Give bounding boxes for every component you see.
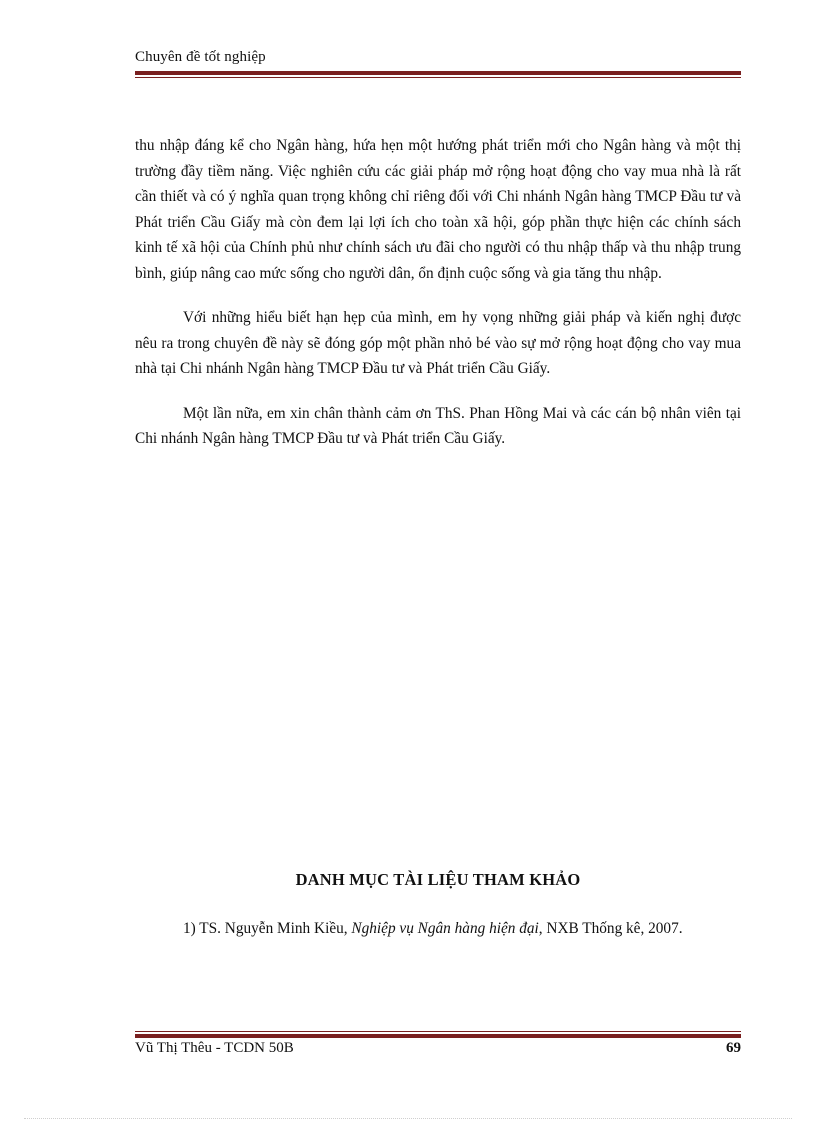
footer-author: Vũ Thị Thêu - TCDN 50B: [135, 1040, 294, 1056]
paragraph-3: Một lần nữa, em xin chân thành cảm ơn ThS. Phan Hồng Mai và các cán bộ nhân viên tại Chi nhánh Ngân hàng TMCP Đầu tư và Phát triển Cầu Giấy.: [135, 404, 741, 447]
reference-item: [135, 916, 741, 942]
footer-rule: [135, 1031, 741, 1038]
header-title: Chuyên đề tốt nghiệp: [135, 49, 266, 65]
references-list: [135, 916, 741, 942]
reference-title: Nghiệp vụ Ngân hàng hiện đại: [351, 920, 539, 937]
page-number: 69: [726, 1040, 741, 1056]
header-rule-thin: [135, 77, 741, 78]
page-edge-divider: [24, 1118, 792, 1119]
paragraph-2: Với những hiểu biết hạn hẹp của mình, em hy vọng những giải pháp và kiến nghị được nêu ra trong chuyên đề này sẽ đóng góp một phần nhỏ bé vào sự mở rộng hoạt động cho vay mua nhà tại Chi nhánh Ngân hàng TMCP Đầu tư và Phát triển Cầu Giấy.: [135, 309, 741, 377]
references-heading: DANH MỤC TÀI LIỆU THAM KHẢO: [295, 870, 581, 889]
header-rule-thick: [135, 71, 741, 75]
reference-suffix: , NXB Thống kê, 2007.: [538, 920, 683, 937]
reference-prefix: 1) TS. Nguyễn Minh Kiều,: [183, 920, 352, 937]
header-rule: [135, 71, 741, 78]
footer-rule-thin: [135, 1031, 741, 1032]
body-text: [135, 133, 741, 471]
paragraph-1: thu nhập đáng kể cho Ngân hàng, hứa hẹn một hướng phát triển mới cho Ngân hàng và một thị trường đầy tiềm năng. Việc nghiên cứu các giải pháp mở rộng hoạt động cho vay mua nhà là rất cần thiết và có ý nghĩa quan trọng không chỉ riêng đối với Chi nhánh Ngân hàng TMCP Đầu tư và Phát triển Cầu Giấy mà còn đem lại lợi ích cho toàn xã hội, góp phần thực hiện các chính sách kinh tế xã hội của Chính phủ như chính sách ưu đãi cho người có thu nhập thấp và thu nhập trung bình, giúp nâng cao mức sống cho người dân, ổn định cuộc sống và gia tăng thu nhập.: [135, 137, 741, 282]
footer-rule-thick: [135, 1034, 741, 1038]
